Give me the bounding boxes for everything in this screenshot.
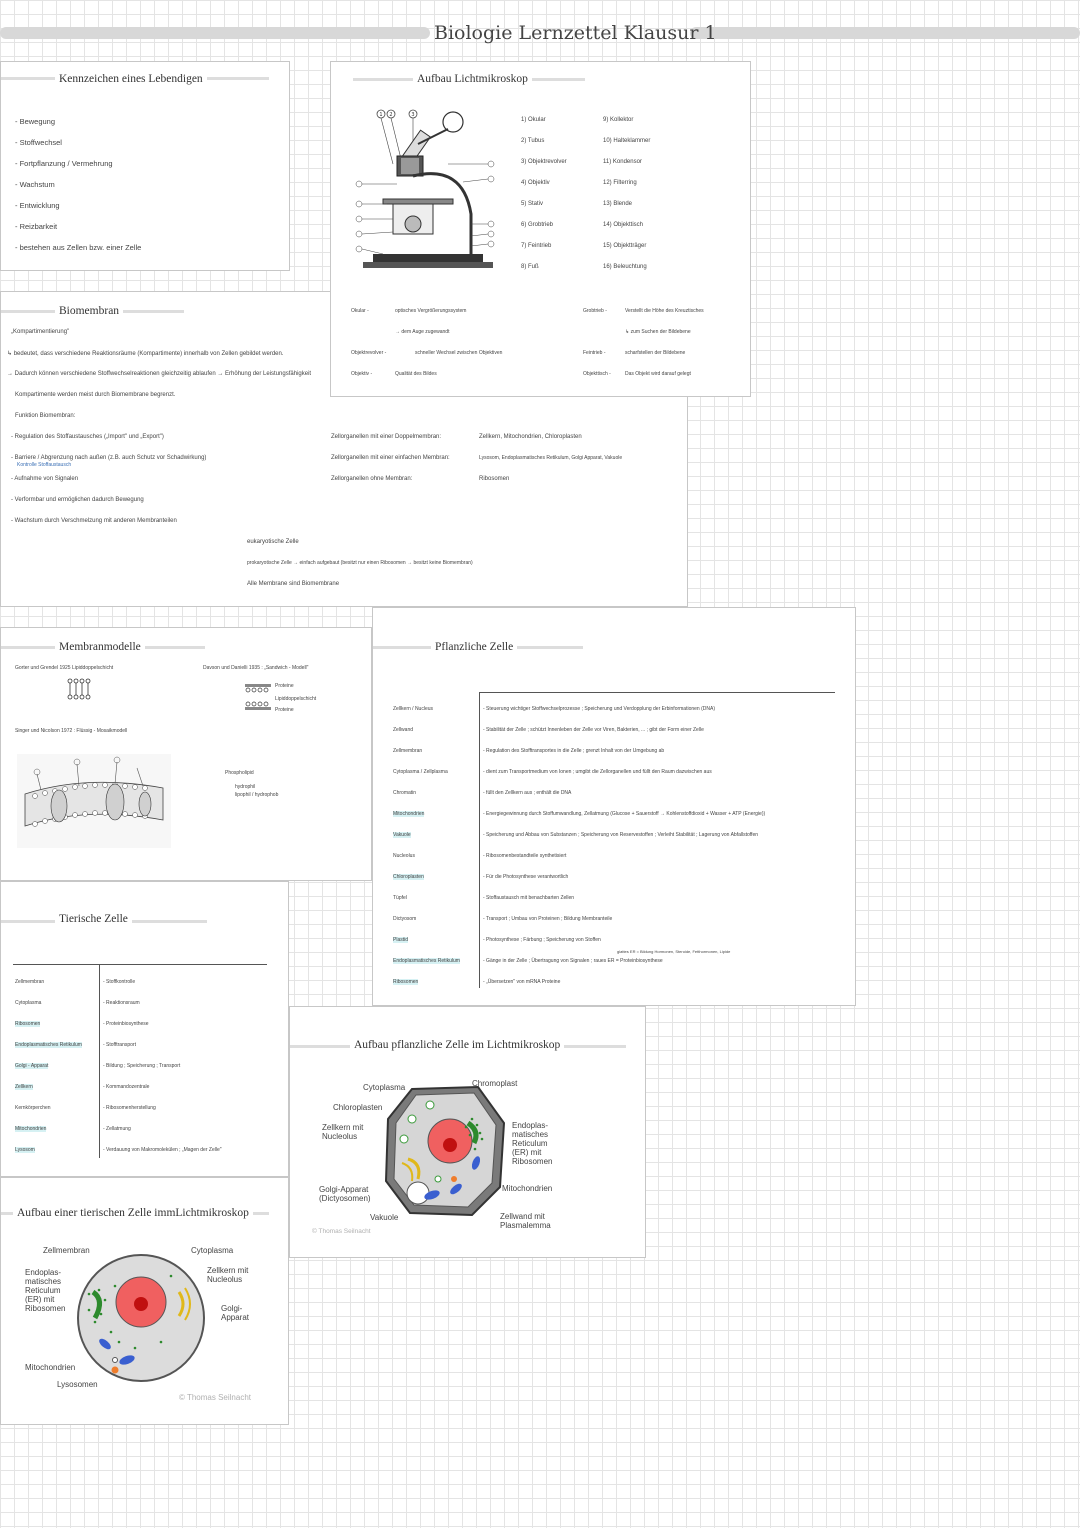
part-label: 14) Objekttisch xyxy=(603,222,644,228)
part-label: 11) Kondensor xyxy=(603,159,642,165)
table-term: Chromatin xyxy=(393,790,417,796)
table-term: Cytoplasma xyxy=(15,1000,42,1006)
table-text: - Stofftransport xyxy=(103,1042,136,1048)
label-golgi: Golgi-Apparat xyxy=(221,1304,250,1322)
mikroskop-heading: Aufbau Lichtmikroskop xyxy=(413,72,532,86)
bio-small-note: Kontrolle Stoffaustausch xyxy=(17,462,72,468)
part-label: 15) Objektträger xyxy=(603,243,647,249)
note-text: → dem Auge zugewandt xyxy=(395,329,450,335)
part-label: 7) Feintrieb xyxy=(521,243,552,249)
organell-value: Zellkern, Mitochondrien, Chloroplasten xyxy=(479,434,582,440)
table-term: Ribosomen xyxy=(393,979,419,985)
list-item: - Bewegung xyxy=(15,117,56,126)
table-text: - Bildung ; Speicherung ; Transport xyxy=(103,1063,181,1069)
card-pflanze-lm xyxy=(289,1006,646,1258)
note-term: Objektiv - xyxy=(351,371,373,377)
davson-line: Davson und Danielli 1935 : „Sandwich - Modell" xyxy=(203,665,309,671)
microscope-drawing xyxy=(353,104,501,274)
note-text: optisches Vergrößerungssystem xyxy=(395,308,467,314)
organell-label: Zellorganellen mit einer einfachen Membran: xyxy=(331,455,450,461)
part-label: 4) Objektiv xyxy=(521,180,550,186)
table-term: Vakuole xyxy=(393,832,411,838)
gorter-line: Gorter und Grendel 1925 Lipiddoppelschicht xyxy=(15,665,114,671)
title-bar-right xyxy=(690,27,1080,39)
table-text: - Speicherung und Abbau von Substanzen ; Speicherung von Reservestoffen ; Verleiht Stabilität ; Lagerung von Abfallstoffen xyxy=(483,832,759,838)
tier-lm-heading: Aufbau einer tierischen Zelle immLichtmikroskop xyxy=(13,1206,253,1220)
part-label: 9) Kollektor xyxy=(603,117,634,123)
bio-line: - Barriere / Abgrenzung nach außen (z.B. auch Schutz vor Schadwirkung) xyxy=(11,455,207,461)
er-note: glattes ER = Bildung Hormonen, Steroide, Fetthormonen, Lipide xyxy=(617,949,731,954)
bio-line: Funktion Biomembran: xyxy=(15,413,76,419)
table-text: - „Übersetzen" von mRNA Proteine xyxy=(483,979,561,985)
card-tier-lm xyxy=(0,1177,289,1425)
list-item: - Wachstum xyxy=(15,180,55,189)
note-term: Feintrieb - xyxy=(583,350,606,356)
list-item: - Reizbarkeit xyxy=(15,222,58,231)
list-item: - Fortpflanzung / Vermehrung xyxy=(15,159,113,168)
table-term: Plastid xyxy=(393,937,409,943)
table-term: Mitochondrien xyxy=(393,811,425,817)
pflanze-credit: © Thomas Seilnacht xyxy=(312,1228,371,1235)
table-term: Zellmembran xyxy=(15,979,45,985)
table-term: Mitochondrien xyxy=(15,1126,47,1132)
label-chloroplasten: Chloroplasten xyxy=(333,1103,383,1112)
organell-value: Ribosomen xyxy=(479,476,510,482)
table-text: - Ribosomenherstellung xyxy=(103,1105,156,1111)
table-term: Zellmembran xyxy=(393,748,423,754)
label-vakuole: Vakuole xyxy=(370,1213,399,1222)
table-term: Golgi - Apparat xyxy=(15,1063,49,1069)
alle-line: Alle Membrane sind Biomembrane xyxy=(247,581,340,587)
eukaryot-line: eukaryotische Zelle xyxy=(247,539,299,545)
organell-label: Zellorganellen ohne Membran: xyxy=(331,476,413,482)
davson-label: Proteine xyxy=(275,707,294,713)
table-text: - Steuerung wichtiger Stoffwechselprozesse ; Speicherung und Verdopplung der Erbinformationen (DNA) xyxy=(483,706,715,712)
part-label: 8) Fuß xyxy=(521,264,539,270)
table-text: - Energiegewinnung durch Stoffumwandlung, Zellatmung (Glucose + Sauerstoff → Kohlenstoffdioxid + Wasser + ATP (Energie)) xyxy=(483,811,766,817)
table-text: - Ribosomenbestandteile synthetisiert xyxy=(483,853,567,859)
note-term: Grobtrieb - xyxy=(583,308,607,314)
sandwich-model-icon xyxy=(245,684,271,710)
bio-line: Kompartimente werden meist durch Biomembrane begrenzt. xyxy=(15,392,176,398)
davson-label: Lipiddoppelschicht xyxy=(275,696,317,702)
bio-line: ↳ bedeutet, dass verschiedene Reaktionsräume (Kompartimente) innerhalb von Zellen gebildet werden. xyxy=(7,351,284,357)
part-label: 1) Okular xyxy=(521,117,546,123)
table-term: Endoplasmatisches Retikulum xyxy=(15,1042,82,1048)
table-text: - Gänge in der Zelle ; Übertragung von Signalen ; raues ER = Proteinbiosynthese xyxy=(483,958,663,964)
table-text: - Proteinbiosynthese xyxy=(103,1021,149,1027)
phospholipid-part: lipophil / hydrophob xyxy=(235,792,279,798)
bio-line: - Wachstum durch Verschmelzung mit anderen Membranteilen xyxy=(11,518,177,524)
label-er: Endoplas-matisches Reticulum (ER) mit Ribosomen xyxy=(512,1121,553,1166)
card-mikroskop xyxy=(330,61,751,397)
note-text: scharfstellen der Bildebene xyxy=(625,350,686,356)
note-text: Das Objekt wird darauf gelegt xyxy=(625,371,691,377)
organell-label: Zellorganellen mit einer Doppelmembran: xyxy=(331,434,442,440)
lipid-bilayer-icon xyxy=(67,678,91,700)
note-text: Verstellt die Höhe des Kreuztisches xyxy=(625,308,704,314)
table-text: - Verdauung von Makromolekülen ; „Magen der Zelle" xyxy=(103,1147,222,1153)
table-text: - Stoffkontrolle xyxy=(103,979,136,985)
note-term: Objektrevolver - xyxy=(351,350,387,356)
table-term: Dictyosom xyxy=(393,916,417,922)
tier-credit: © Thomas Seilnacht xyxy=(179,1393,252,1402)
card-kennzeichen xyxy=(0,61,290,271)
pflanze-lm-heading: Aufbau pflanzliche Zelle im Lichtmikroskop xyxy=(350,1038,564,1052)
label-zellwand: Zellwand mit Plasmalemma xyxy=(500,1212,551,1230)
table-term: Kernkörperchen xyxy=(15,1105,51,1111)
table-text: - Stabilität der Zelle ; schützt Innenleben der Zelle vor Viren, Bakterien, ... ; gibt der Form einer Zelle xyxy=(483,727,704,733)
table-text: - Kommandozentrale xyxy=(103,1084,150,1090)
table-text: - Photosynthese ; Färbung ; Speicherung von Stoffen xyxy=(483,937,601,943)
part-label: 3) Objektrevolver xyxy=(521,159,567,165)
label-zellkern: Zellkern mit Nucleolus xyxy=(322,1123,364,1141)
label-mito: Mitochondrien xyxy=(502,1184,553,1193)
part-label: 16) Beleuchtung xyxy=(603,264,647,270)
card-tierische-zelle xyxy=(0,881,289,1177)
list-item: - Stoffwechsel xyxy=(15,138,62,147)
tierische-heading: Tierische Zelle xyxy=(55,912,132,926)
table-term: Zellwand xyxy=(393,727,414,733)
table-term: Endoplasmatisches Retikulum xyxy=(393,958,460,964)
label-cytoplasma: Cytoplasma xyxy=(191,1246,234,1255)
card-pflanzliche-zelle xyxy=(372,607,856,1006)
bio-line: „Kompartimentierung" xyxy=(11,329,70,335)
card-membranmodelle xyxy=(0,627,372,881)
table-term: Tüpfel xyxy=(393,895,407,901)
table-text: - Reaktionsraum xyxy=(103,1000,140,1006)
table-term: Zellkern / Nucleus xyxy=(393,706,434,712)
label-zellmembran: Zellmembran xyxy=(43,1246,90,1255)
part-label: 6) Grobtrieb xyxy=(521,222,554,228)
animal-cell-drawing xyxy=(75,1252,207,1384)
part-label: 5) Stativ xyxy=(521,201,544,207)
note-term: Objekttisch - xyxy=(583,371,611,377)
bio-line: - Aufnahme von Signalen xyxy=(11,476,79,482)
singer-line: Singer und Nicolson 1972 : Flüssig - Mosaikmodell xyxy=(15,728,128,734)
fluid-mosaic-drawing xyxy=(17,754,171,848)
table-term: Nucleolus xyxy=(393,853,415,859)
table-term: Chloroplasten xyxy=(393,874,424,880)
pflanzliche-heading: Pflanzliche Zelle xyxy=(431,640,517,654)
note-text: schneller Wechsel zwischen Objektiven xyxy=(415,350,503,356)
table-term: Ribosomen xyxy=(15,1021,41,1027)
prokaryot-line: prokaryotische Zelle → einfach aufgebaut (besitzt nur einen Ribosomen → besitzt keine Biomembran) xyxy=(247,560,473,566)
table-text: - Für die Photosynthese verantwortlich xyxy=(483,874,569,880)
table-text: - Regulation des Stofftransportes in die Zelle ; grenzt Inhalt von der Umgebung ab xyxy=(483,748,665,754)
label-chromoplast: Chromoplast xyxy=(472,1079,518,1088)
title-bar-left xyxy=(0,27,430,39)
part-label: 13) Blende xyxy=(603,201,633,207)
table-term: Zellkern xyxy=(15,1084,33,1090)
davson-label: Proteine xyxy=(275,683,294,689)
label-er: Endoplas-matisches Reticulum (ER) mit Ribosomen xyxy=(25,1268,66,1313)
label-cytoplasma: Cytoplasma xyxy=(363,1083,406,1092)
part-label: 12) Filterring xyxy=(603,180,637,186)
note-term: Okular - xyxy=(351,308,369,314)
kennzeichen-heading: Kennzeichen eines Lebendigen xyxy=(55,72,207,86)
list-item: - Entwicklung xyxy=(15,201,60,210)
phospholipid-label: Phospholipid xyxy=(225,770,254,776)
biomembran-heading: Biomembran xyxy=(55,304,123,318)
bio-line: → Dadurch können verschiedene Stoffwechselreaktionen gleichzeitig ablaufen → Erhöhung der Leistungsfähigkeit xyxy=(7,371,312,377)
label-lysosomen: Lysosomen xyxy=(57,1380,98,1389)
table-text: - Stoffaustausch mit benachbarten Zellen xyxy=(483,895,575,901)
table-text: - füllt den Zellkern aus ; enthält die DNA xyxy=(483,790,572,796)
part-label: 10) Halteklammer xyxy=(603,138,651,144)
circle-label-1: 1 xyxy=(379,112,383,118)
bio-line: - Verformbar und ermöglichen dadurch Bewegung xyxy=(11,497,144,503)
circle-label-2: 2 xyxy=(389,112,393,118)
plant-cell-drawing xyxy=(382,1083,508,1219)
phospholipid-part: hydrophil xyxy=(235,784,256,790)
table-term: Cytoplasma / Zellplasma xyxy=(393,769,448,775)
organell-value: Lysosom, Endoplasmatisches Retikulum, Golgi Apparat, Vakuole xyxy=(479,455,623,461)
page-title: Biologie Lernzettel Klausur 1 xyxy=(434,22,717,44)
table-text: - Zellatmung xyxy=(103,1126,131,1132)
part-label: 2) Tubus xyxy=(521,138,545,144)
circle-label-3: 3 xyxy=(411,112,415,118)
note-text: Qualität des Bildes xyxy=(395,371,437,377)
label-golgi: Golgi-Apparat (Dictyosomen) xyxy=(319,1185,371,1203)
label-mito: Mitochondrien xyxy=(25,1363,76,1372)
table-term: Lysosom xyxy=(15,1147,35,1153)
list-item: - bestehen aus Zellen bzw. einer Zelle xyxy=(15,243,142,252)
bio-line: - Regulation des Stoffaustausches („Import" und „Export") xyxy=(11,434,164,440)
table-text: - Transport ; Umbau von Proteinen ; Bildung Membranteile xyxy=(483,916,613,922)
note-text: ↳ zum Suchen der Bildebene xyxy=(625,329,691,335)
label-zellkern: Zellkern mit Nucleolus xyxy=(207,1266,249,1284)
table-text: - dient zum Transportmedium von Ionen ; umgibt die Zellorganellen und füllt den Raum dazwischen aus xyxy=(483,769,712,775)
membranmodelle-heading: Membranmodelle xyxy=(55,640,145,654)
